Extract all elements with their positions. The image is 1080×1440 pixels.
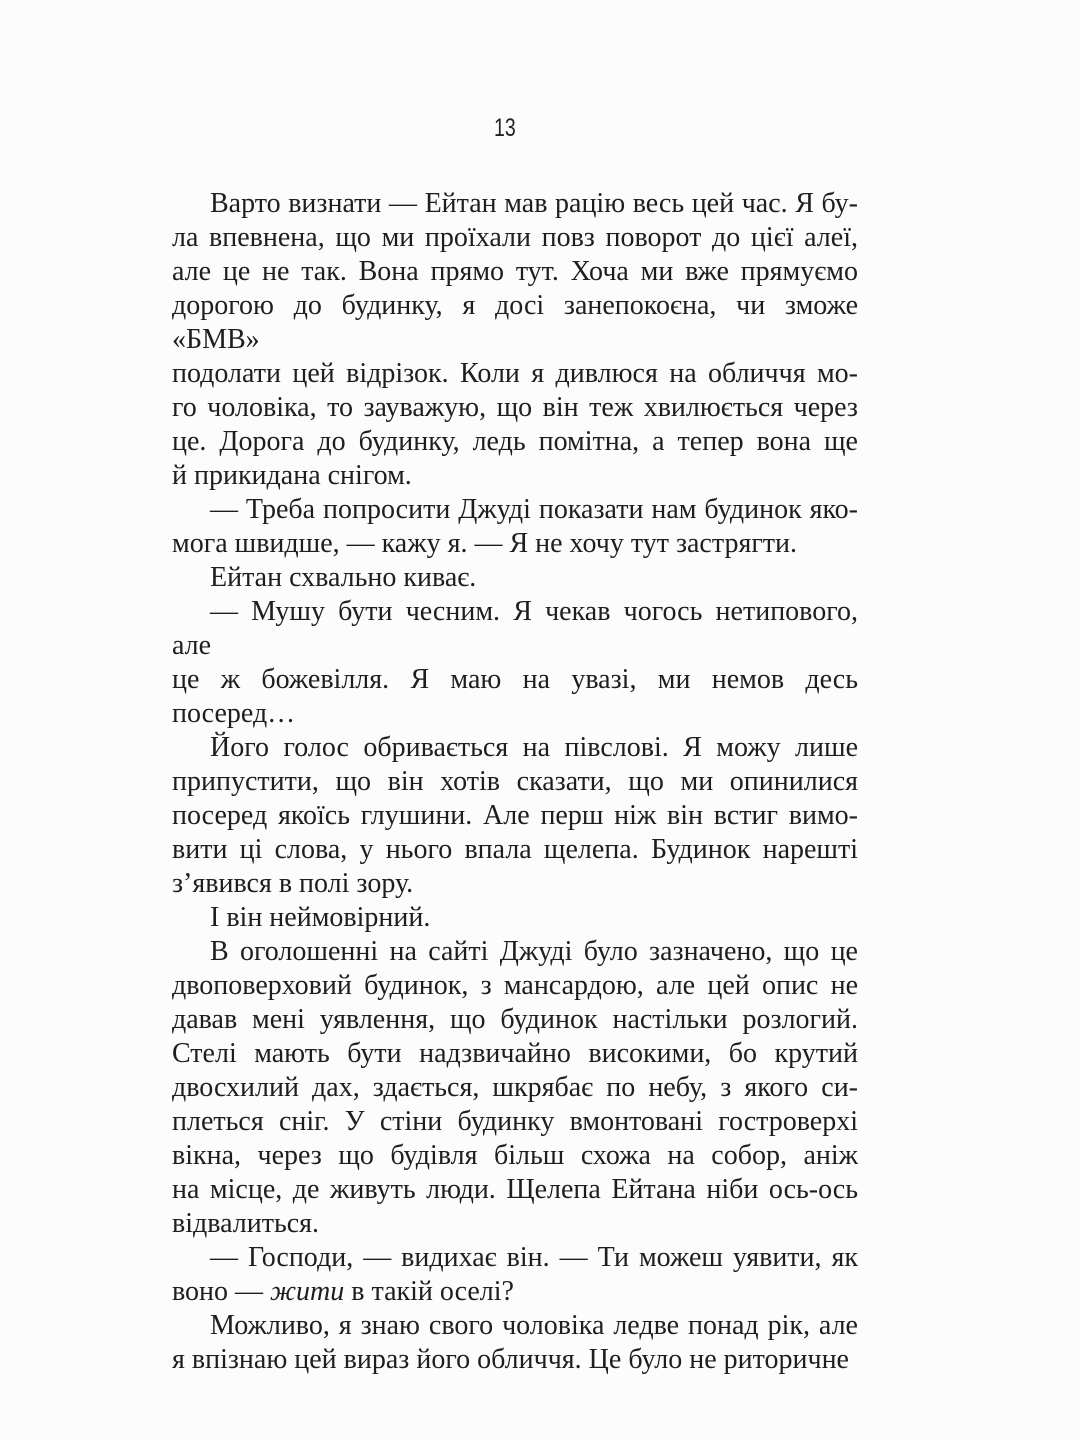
text-line [172,765,858,799]
text-line [172,663,858,731]
text-line [172,969,858,1003]
page-number [172,114,837,142]
text-line [172,357,858,391]
text-line [172,1173,858,1207]
text-line [172,1037,858,1071]
text-segment: відвалиться. [172,1208,320,1239]
text-segment: вікна, через що будівля більш схожа на собор, аніж [172,1140,858,1171]
text-segment: Ейтан схвально киває. [210,562,477,593]
text-segment: плеться сніг. У стіни будинку вмонтовані гостроверхі [172,1106,858,1137]
text-line [172,1343,858,1377]
text-segment: припустити, що він хотів сказати, що ми опинилися [172,766,858,797]
text-segment: Стелі мають бути надзвичайно високими, бо крутий [172,1038,858,1069]
text-segment: В оголошенні на сайті Джуді було зазначено, що це [210,936,858,967]
text-segment: це. Дорога до будинку, ледь помітна, а тепер вона ще [172,426,858,457]
text-line [172,799,858,833]
text-segment: — Господи, — видихає він. — Ти можеш уявити, як [210,1242,858,1273]
text-line [172,1309,858,1343]
text-line [172,901,858,935]
text-segment: в такій оселі? [344,1276,514,1307]
text-segment: двосхилий дах, здається, шкрябає по небу, з якого си- [172,1072,858,1103]
text-segment: Можливо, я знаю свого чоловіка ледве понад рік, але [210,1310,858,1341]
text-segment: мога швидше, — кажу я. — Я не хочу тут застрягти. [172,528,798,559]
text-segment: двоповерховий будинок, з мансардою, але цей опис не [172,970,858,1001]
text-segment: з’явився в полі зору. [172,868,414,899]
text-line [172,1071,858,1105]
text-segment: це ж божевілля. Я маю на увазі, ми немов десь посеред… [172,664,858,729]
text-segment: але це не так. Вона прямо тут. Хоча ми вже прямуємо [172,256,858,287]
text-line [172,833,858,867]
text-line [172,595,858,663]
text-line [172,527,858,561]
text-line [172,493,858,527]
page-number-digits: 13 [493,114,516,142]
text-line [172,935,858,969]
text-line [172,1207,858,1241]
text-segment: посеред якоїсь глушини. Але перш ніж він встиг вимо- [172,800,858,831]
text-line [172,561,858,595]
text-segment: Варто визнати — Ейтан мав рацію весь цей час. Я бу- [210,188,858,219]
text-line [172,391,858,425]
text-block [172,187,858,1377]
text-line [172,255,858,289]
text-line [172,221,858,255]
text-line [172,425,858,459]
text-line [172,1241,858,1275]
text-segment: вити ці слова, у нього впала щелепа. Будинок нарешті [172,834,858,865]
text-line [172,867,858,901]
text-line [172,1139,858,1173]
text-segment: го чоловіка, то зауважую, що він теж хвилюється через [172,392,858,423]
text-segment: Його голос обривається на півслові. Я можу лише [210,732,858,763]
text-segment-italic: жити [270,1276,345,1307]
text-line [172,1275,858,1309]
text-segment: ла впевнена, що ми проїхали повз поворот до цієї алеї, [172,222,858,253]
text-segment: — Треба попросити Джуді показати нам будинок яко- [210,494,858,525]
text-line [172,731,858,765]
text-line [172,1003,858,1037]
text-line [172,289,858,357]
text-segment: й прикидана снігом. [172,460,412,491]
text-segment: давав мені уявлення, що будинок настільки розлогий. [172,1004,858,1035]
text-line [172,1105,858,1139]
text-line [172,187,858,221]
text-segment: воно — [172,1276,271,1307]
text-segment: — Мушу бути чесним. Я чекав чогось нетипового, але [172,596,858,661]
text-segment: І він неймовірний. [210,902,431,933]
text-segment: дорогою до будинку, я досі занепокоєна, чи зможе «БМВ» [172,290,858,355]
text-line [172,459,858,493]
text-segment: на місце, де живуть люди. Щелепа Ейтана ніби ось-ось [172,1174,858,1205]
text-segment: я впізнаю цей вираз його обличчя. Це було не риторичне [172,1344,849,1375]
text-segment: подолати цей відрізок. Коли я дивлюся на обличчя мо- [172,358,858,389]
